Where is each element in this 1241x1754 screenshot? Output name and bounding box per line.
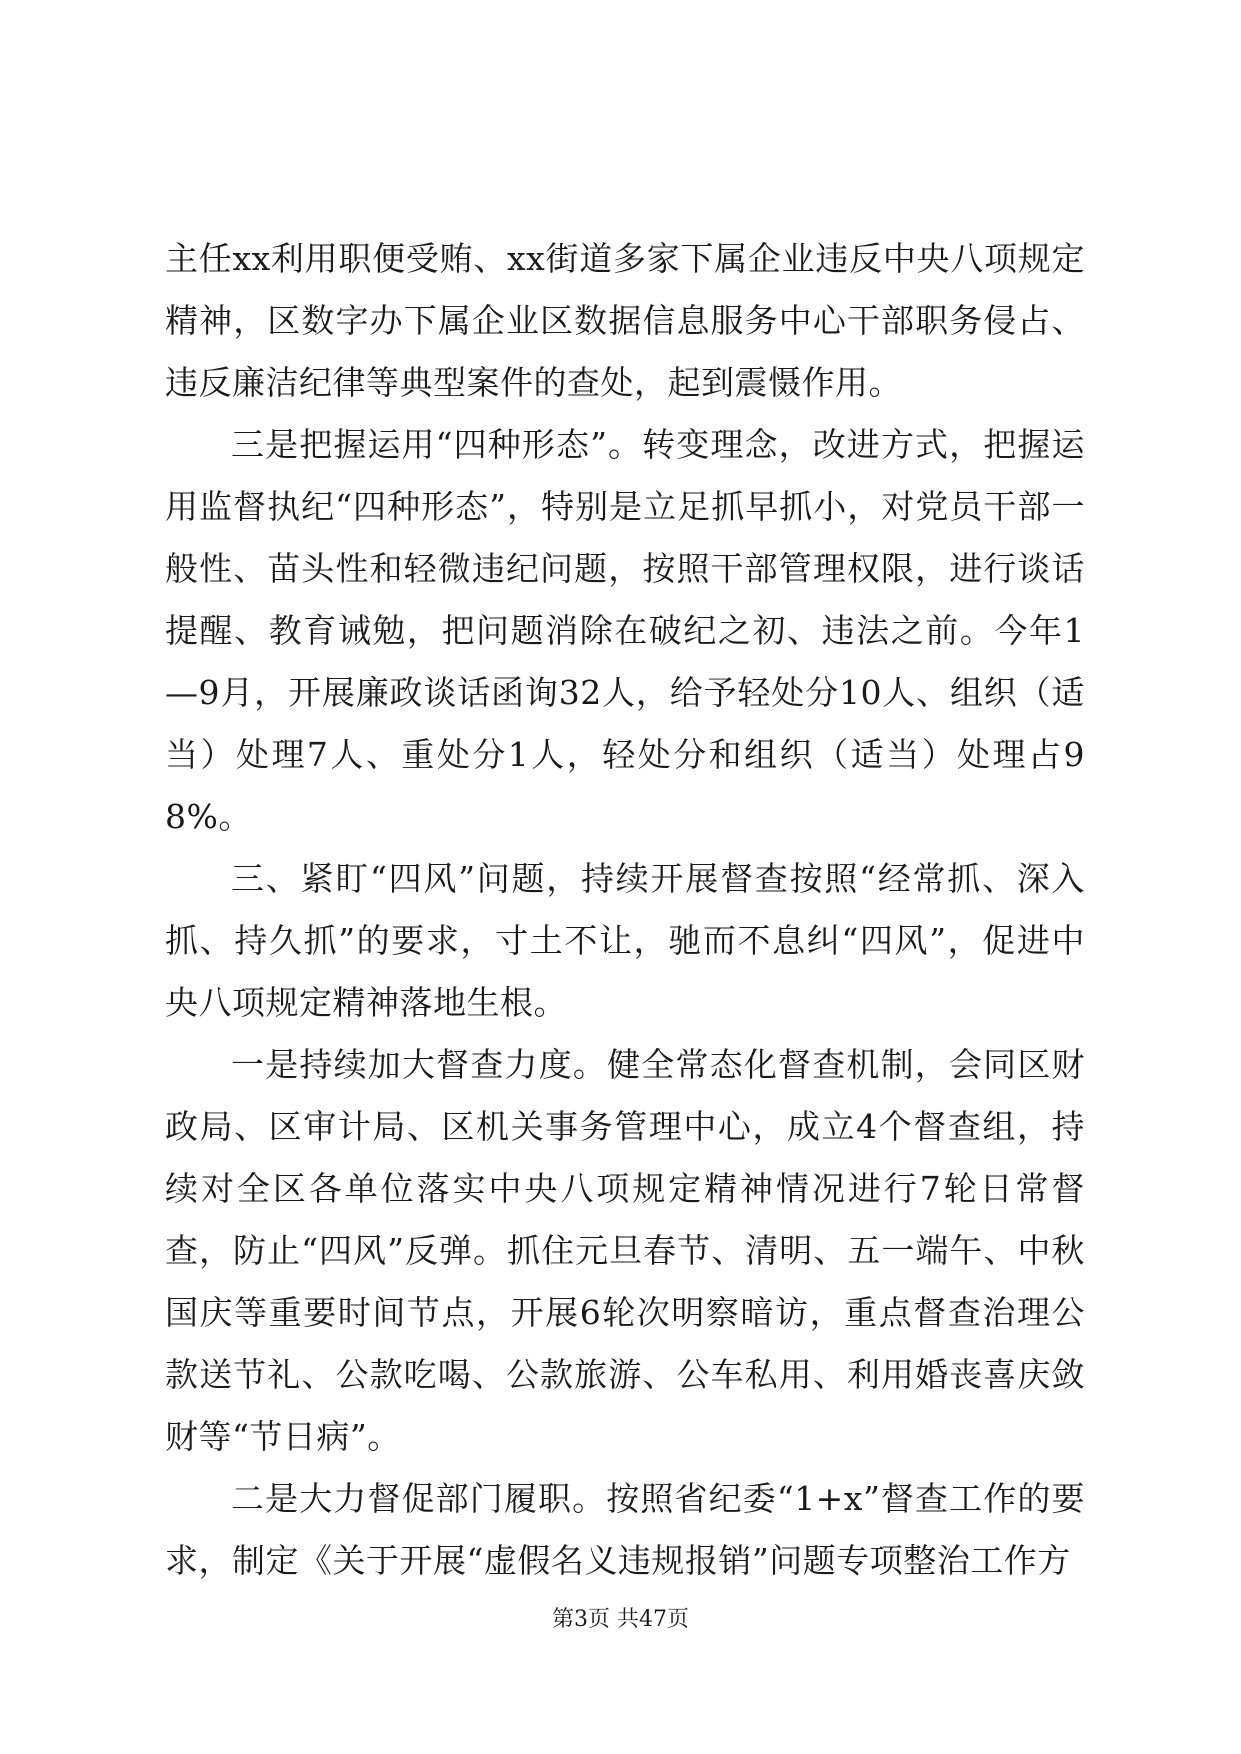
paragraph-1: 主任xx利用职便受贿、xx街道多家下属企业违反中央八项规定精神，区数字办下属企业区数据信息服务中心干部职务侵占、违反廉洁纪律等典型案件的查处，起到震慑作用。	[165, 239, 1085, 402]
paragraph-4: 一是持续加大督查力度。健全常态化督查机制，会同区财政局、区审计局、区机关事务管理中心，成立4个督查组，持续对全区各单位落实中央八项规定精神情况进行7轮日常督查，防止“四风”反弹。抓住元旦春节、清明、五一端午、中秋国庆等重要时间节点，开展6轮次明察暗访，重点督查治理公款送节礼、公款吃喝、公款旅游、公车私用、利用婚丧喜庆敛财等“节日病”。	[165, 1045, 1085, 1456]
document-body	[165, 228, 1085, 1592]
paragraph-5: 二是大力督促部门履职。按照省纪委“1+x”督查工作的要求，制定《关于开展“虚假名义违规报销”问题专项整治工作方	[165, 1479, 1085, 1580]
paragraph-2: 三是把握运用“四种形态”。转变理念，改进方式，把握运用监督执纪“四种形态”，特别是立足抓早抓小，对党员干部一般性、苗头性和轻微违纪问题，按照干部管理权限，进行谈话提醒、教育诫勉，把问题消除在破纪之初、违法之前。今年1—9月，开展廉政谈话函询32人，给予轻处分10人、组织（适当）处理7人、重处分1人，轻处分和组织（适当）处理占98%。	[165, 425, 1085, 836]
page-number-footer: 第3页 共47页	[552, 1607, 689, 1632]
paragraph-3: 三、紧盯“四风”问题，持续开展督查按照“经常抓、深入抓、持久抓”的要求，寸土不让，驰而不息纠“四风”，促进中央八项规定精神落地生根。	[165, 859, 1085, 1022]
